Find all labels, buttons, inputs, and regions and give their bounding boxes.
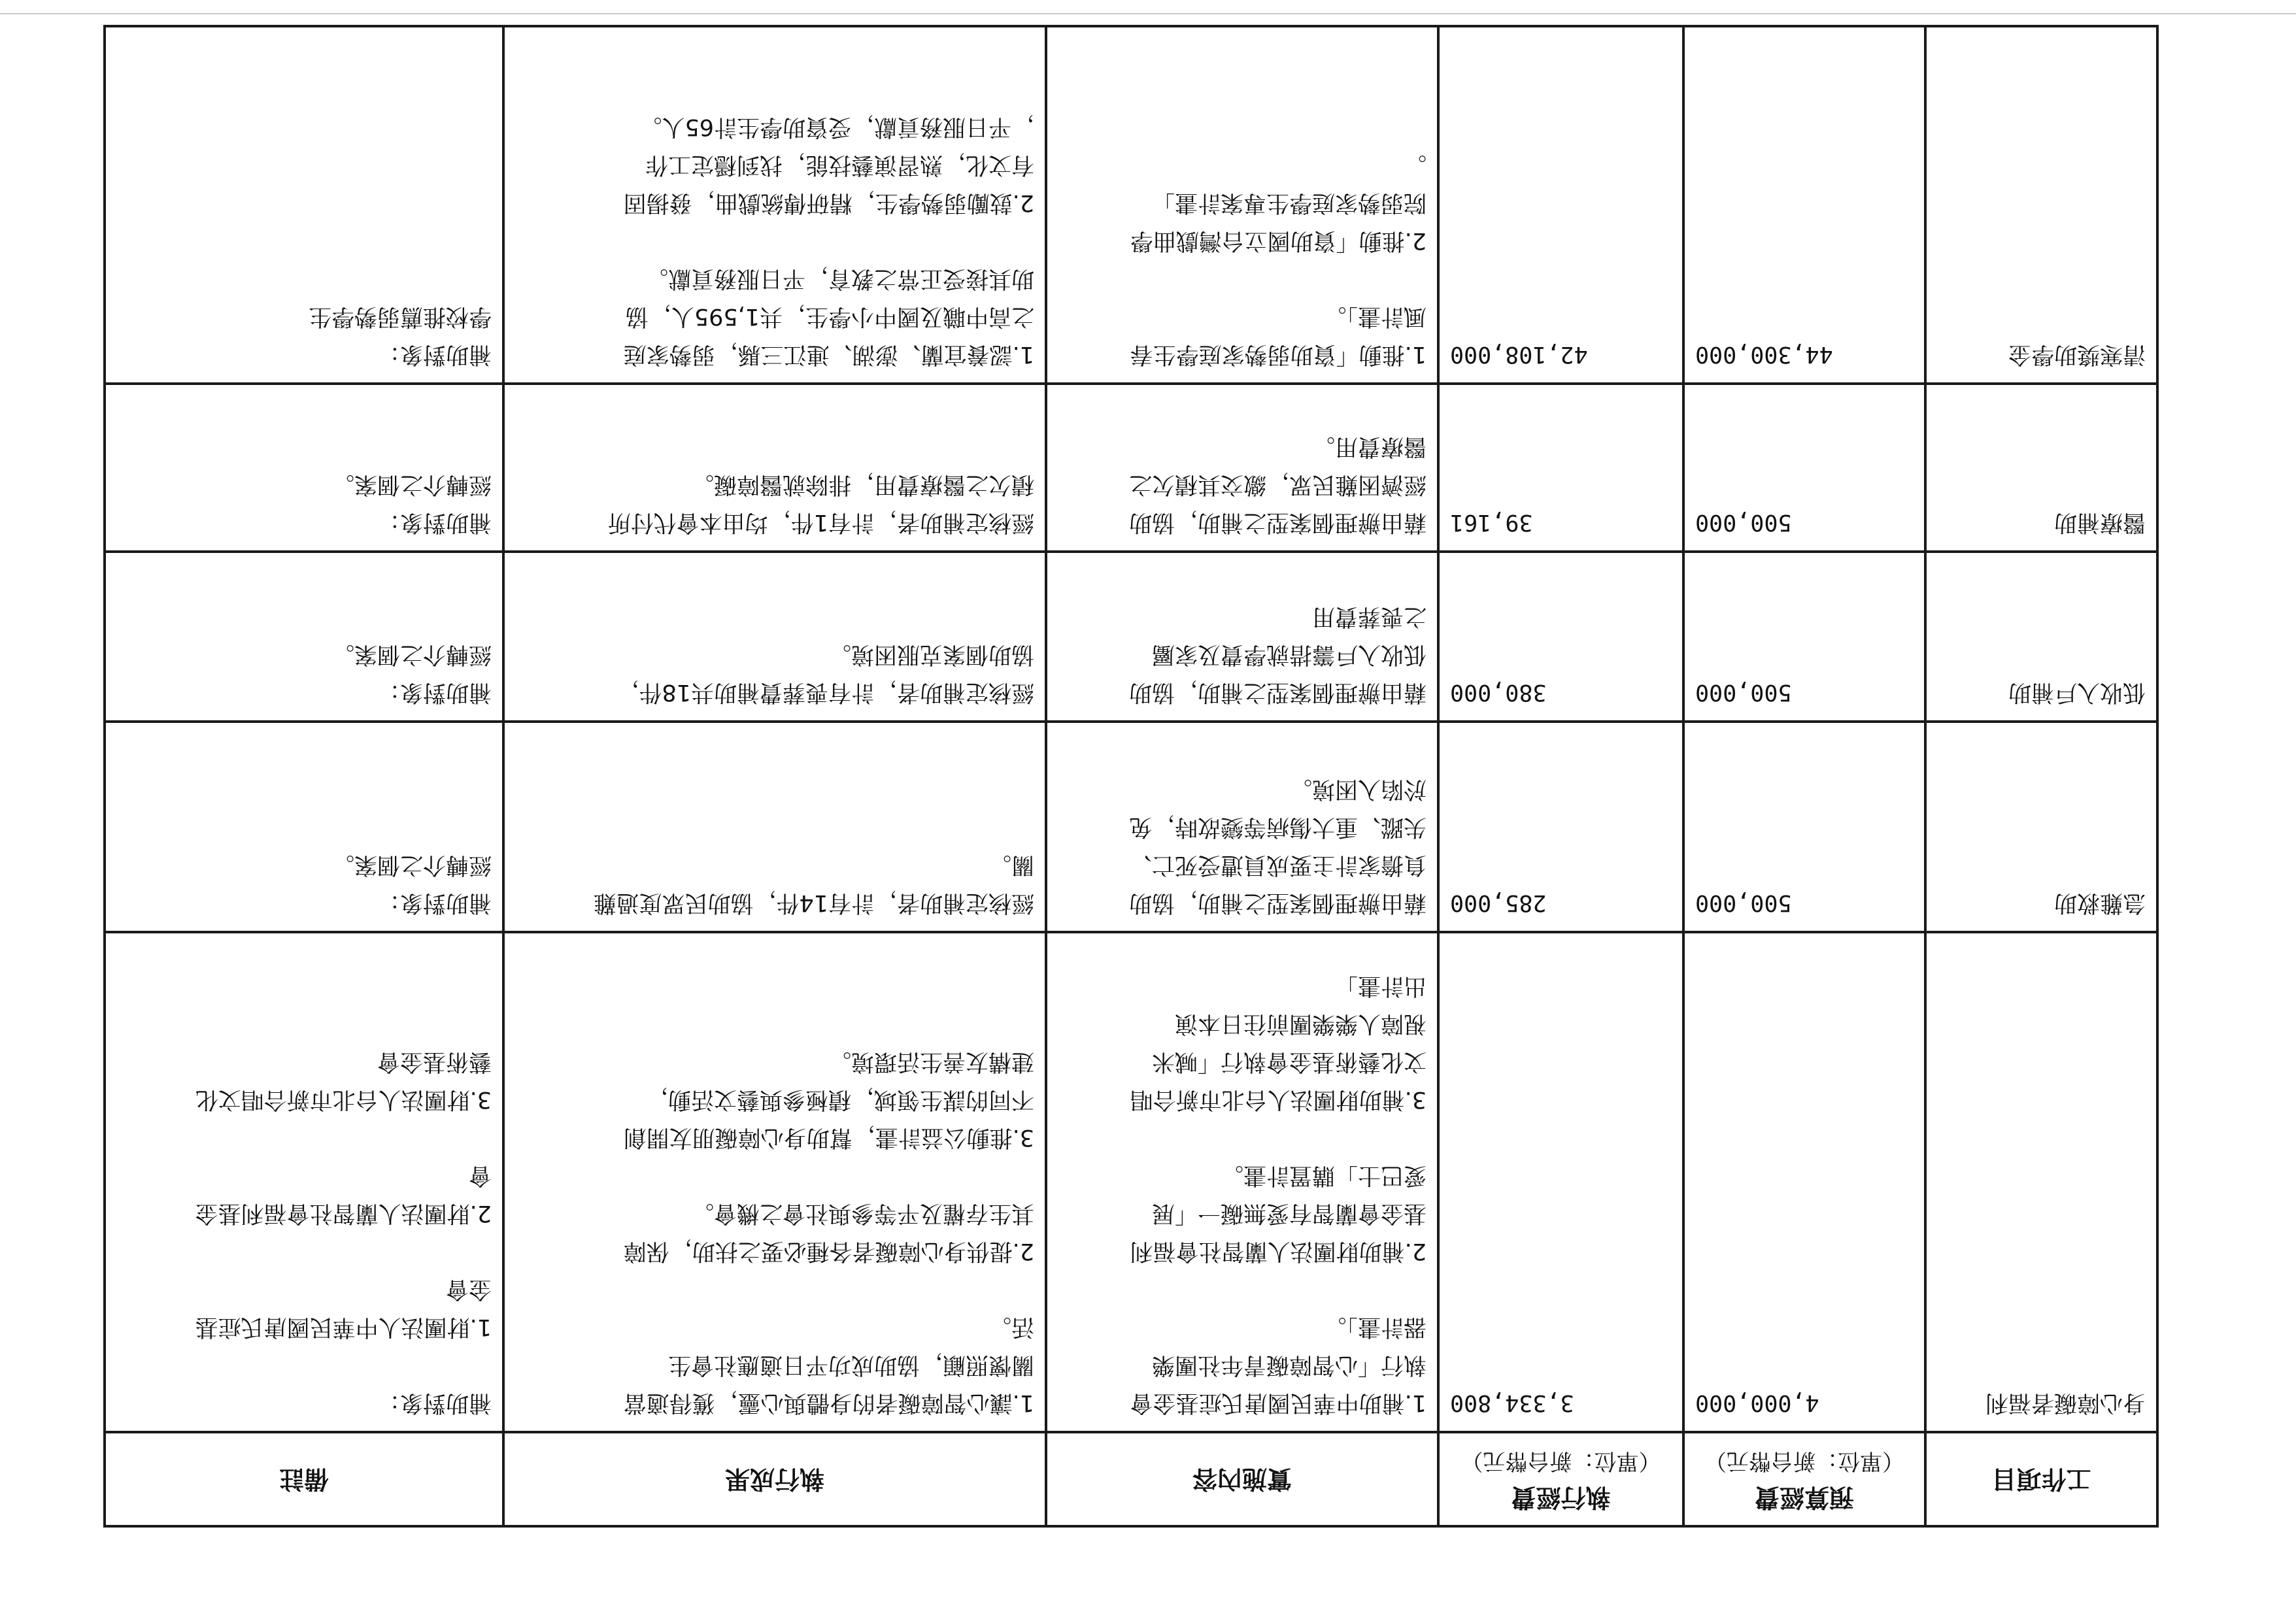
table-row — [105, 552, 2157, 722]
cell-content — [1046, 552, 1438, 722]
cell-result-line: 建構友善生活環境。 — [828, 1048, 1034, 1075]
cell-content-line: 2.補助財團法人蘭智社會福利 — [1130, 1238, 1427, 1264]
cell-work-item: 急難救助 — [1925, 722, 2157, 932]
cell-content-line: 2.推動「資助國立台灣戲曲學 — [1130, 227, 1427, 254]
cell-note — [105, 26, 503, 384]
cell-note-line: 補助對象： — [377, 341, 492, 367]
cell-result-line: 之高中職及國中小學生，共1,595人，協 — [625, 303, 1034, 329]
cell-content — [1046, 932, 1438, 1432]
cell-exec: 42,108,000 — [1438, 26, 1683, 384]
cell-result — [503, 26, 1046, 384]
paragraph-gap — [116, 1346, 492, 1384]
paragraph-gap — [515, 1270, 1034, 1308]
header-budget-unit: （單位：新台幣元） — [1704, 1448, 1904, 1474]
table-row — [105, 932, 2157, 1432]
cell-exec: 380,000 — [1438, 552, 1683, 722]
cell-content-line: 藉由辦理個案型之補助，協助 — [1128, 679, 1427, 705]
cell-result-line: 關。 — [988, 852, 1034, 878]
cell-content-line: 基金會蘭智有愛無礙一「展 — [1151, 1200, 1427, 1226]
cell-content-line: 於陷入困境。 — [1289, 776, 1427, 802]
cell-result-line: 2.提供身心障礙者各種必要之扶助，保障 — [623, 1238, 1034, 1264]
header-row — [105, 1432, 2157, 1526]
cell-content-line: 風計畫」。 — [1323, 303, 1427, 329]
cell-result-line: 2.鼓勵弱勢學生，精研傳統戲曲，發揚固 — [623, 190, 1034, 216]
cell-result-line: 經核定補助者，計有1件，均由本會代付所 — [607, 509, 1034, 535]
cell-content-line: 院弱勢家庭學生專案計畫」 — [1151, 190, 1427, 216]
cell-content-line: 之喪葬費用 — [1311, 603, 1427, 629]
cell-content-line: 1.補助中華民國唐氏症基金會 — [1130, 1390, 1427, 1416]
cell-note-line: 經轉介之個案。 — [331, 641, 492, 667]
cell-result-line: 協助個案克服困境。 — [828, 641, 1034, 667]
cell-budget: 500,000 — [1683, 384, 1925, 552]
cell-note-line: 經轉介之個案。 — [331, 852, 492, 878]
cell-result-line: 經核定補助者，計有喪葬費補助共18件， — [616, 679, 1034, 705]
header-exec-label: 執行經費 — [1511, 1483, 1611, 1512]
cell-note — [105, 552, 503, 722]
cell-note-line: 補助對象： — [377, 679, 492, 705]
cell-content — [1046, 722, 1438, 932]
cell-note-line: 經轉介之個案。 — [331, 471, 492, 497]
cell-content-line: 。 — [1403, 152, 1427, 178]
cell-note-line: 藝術基金會 — [377, 1048, 492, 1075]
table-row — [105, 722, 2157, 932]
cell-content-line: 器計畫」。 — [1323, 1314, 1427, 1340]
cell-content-line: 愛巴士」購置計畫。 — [1220, 1162, 1427, 1188]
cell-content-line: 藉由辦理個案型之補助，協助 — [1128, 890, 1427, 916]
paragraph-gap — [1058, 259, 1427, 297]
cell-content-line: 負擔家計主要成員遭受死亡、 — [1128, 852, 1427, 878]
cell-content-line: 執行「心智障礙青年社團樂 — [1151, 1352, 1427, 1378]
cell-result-line: 1.讓心智障礙者的身體與心靈，獲得適當 — [623, 1390, 1034, 1416]
cell-content-line: 醫療費用。 — [1311, 433, 1427, 460]
cell-result-line: 3.推動公益計畫，幫助身心障礙朋友開創 — [623, 1124, 1034, 1150]
cell-result — [503, 384, 1046, 552]
cell-content — [1046, 384, 1438, 552]
cell-content-line: 出計畫」 — [1334, 973, 1427, 999]
cell-exec: 3,334,800 — [1438, 932, 1683, 1432]
header-item: 工作項目 — [1925, 1432, 2157, 1526]
cell-result — [503, 722, 1046, 932]
cell-result-line: 活。 — [988, 1314, 1034, 1340]
cell-content-line: 低收入戶籌措就學費及家屬 — [1151, 641, 1427, 667]
cell-note — [105, 384, 503, 552]
cell-content-line: 3.補助財團法人台北市新合唱 — [1130, 1086, 1427, 1112]
cell-note-line: 金會 — [445, 1276, 492, 1302]
cell-note-line: 2.財團法人蘭智社會福利基金 — [195, 1200, 492, 1226]
cell-result-line: 其生存權及平等參與社會之機會。 — [690, 1200, 1034, 1226]
cell-result-line: 助其接受正常之教育，平日服務貢獻。 — [645, 265, 1034, 292]
paragraph-gap — [116, 1118, 492, 1156]
cell-budget: 500,000 — [1683, 722, 1925, 932]
cell-result-line: 1.認養宜蘭、澎湖、連江三縣，弱勢家庭 — [623, 341, 1034, 367]
cell-content-line: 藉由辦理個案型之補助，協助 — [1128, 509, 1427, 535]
cell-result-line: 不同的謀生領域，積極參與藝文活動， — [645, 1086, 1034, 1112]
cell-result — [503, 552, 1046, 722]
cell-result-line: 經核定補助者，計有14件，協助民眾度過難 — [593, 890, 1034, 916]
table-row — [105, 26, 2157, 384]
cell-result — [503, 932, 1046, 1432]
paragraph-gap — [515, 222, 1034, 259]
cell-content-line: 文化藝術基金會執行「喊米 — [1151, 1048, 1427, 1075]
cell-result-line: 關懷照顧，協助成功平日適應社會生 — [667, 1352, 1034, 1378]
cell-note-line: 會 — [468, 1162, 492, 1188]
header-exec — [1438, 1432, 1683, 1526]
cell-note-line: 補助對象： — [377, 509, 492, 535]
cell-content-line: 失蹤、重大傷病等變故時，免 — [1128, 814, 1427, 840]
cell-note-line: 補助對象： — [377, 890, 492, 916]
cell-content-line: 經濟困難民眾，繳交其積欠之 — [1128, 471, 1427, 497]
cell-budget: 500,000 — [1683, 552, 1925, 722]
cell-content-line: 視障人樂樂團前往日本演 — [1174, 1011, 1427, 1037]
cell-work-item: 醫療補助 — [1925, 384, 2157, 552]
paragraph-gap — [116, 1232, 492, 1270]
cell-content-line: 1.推動「資助弱勢家庭學生春 — [1130, 341, 1427, 367]
table-row — [105, 384, 2157, 552]
budget-execution-table — [103, 25, 2159, 1528]
paragraph-gap — [1058, 1118, 1427, 1156]
cell-exec: 39,161 — [1438, 384, 1683, 552]
cell-result-line: 積欠之醫療費用，排除就醫障礙。 — [690, 471, 1034, 497]
cell-budget: 44,300,000 — [1683, 26, 1925, 384]
paragraph-gap — [515, 1156, 1034, 1194]
header-result: 執行成果 — [503, 1432, 1046, 1526]
cell-note-line: 3.財團法人台北市新合唱文化 — [195, 1086, 492, 1112]
header-exec-unit: （單位：新台幣元） — [1460, 1448, 1661, 1474]
cell-note-line: 學校推薦弱勢學生 — [308, 303, 492, 329]
cell-note-line: 補助對象： — [377, 1390, 492, 1416]
header-budget-label: 預算經費 — [1755, 1483, 1855, 1512]
cell-work-item: 身心障礙者福利 — [1925, 932, 2157, 1432]
cell-budget: 4,000,000 — [1683, 932, 1925, 1432]
header-note: 備註 — [105, 1432, 503, 1526]
cell-note — [105, 722, 503, 932]
cell-result-line: ，平日服務貢獻，受資助學生計65人。 — [639, 114, 1034, 140]
cell-work-item: 低收入戶補助 — [1925, 552, 2157, 722]
paragraph-gap — [1058, 1270, 1427, 1308]
header-content: 實施內容 — [1046, 1432, 1438, 1526]
cell-work-item: 清寒獎助學金 — [1925, 26, 2157, 384]
cell-note-line: 1.財團法人中華民國唐氏症基 — [195, 1314, 492, 1340]
header-budget — [1683, 1432, 1925, 1526]
cell-result-line: 有文化，熟習演藝技能，找到穩定工作 — [645, 152, 1034, 178]
cell-note — [105, 932, 503, 1432]
cell-exec: 285,000 — [1438, 722, 1683, 932]
cell-content — [1046, 26, 1438, 384]
